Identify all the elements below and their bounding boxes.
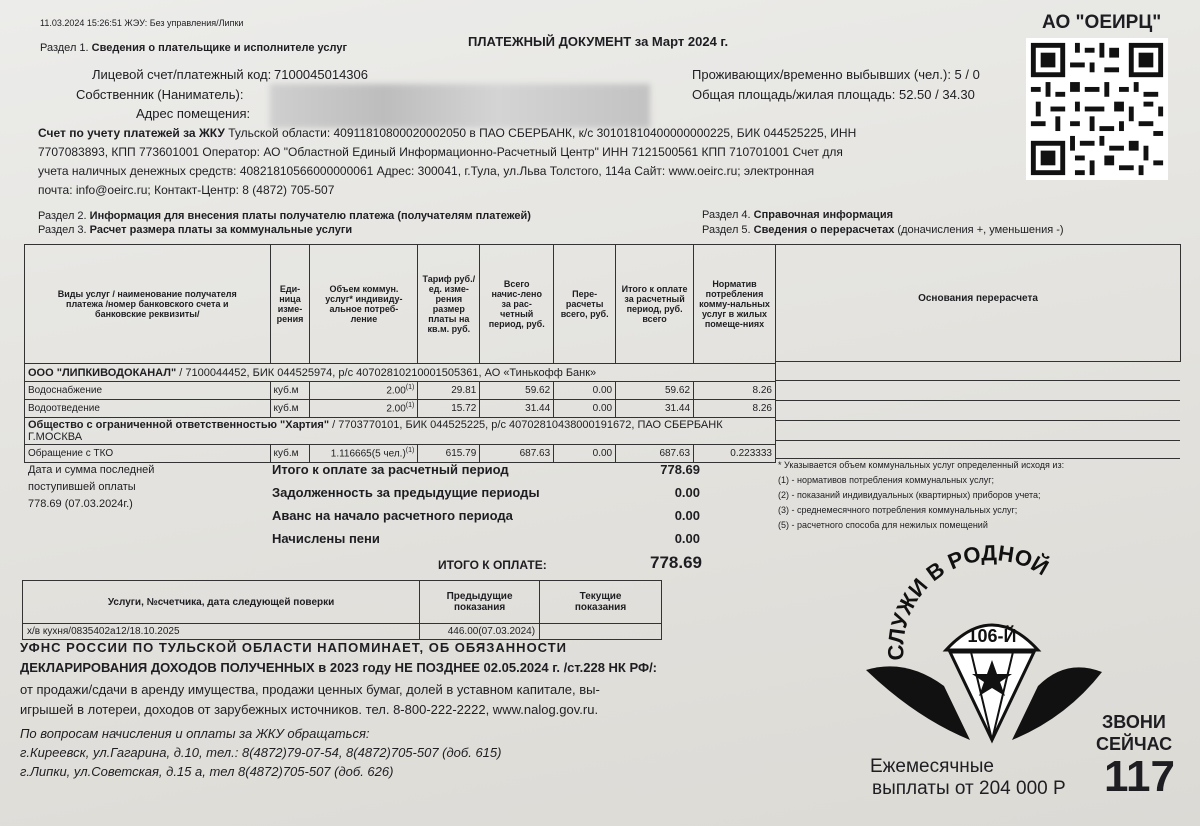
section1-title: Раздел 1. Сведения о плательщике и исполнителе услуг <box>40 42 348 54</box>
service-norm: 0.223333 <box>694 445 776 463</box>
service-recalc: 0.00 <box>554 445 616 463</box>
service-total: 687.63 <box>616 445 694 463</box>
service-charged: 59.62 <box>480 382 554 400</box>
service-unit: куб.м <box>270 445 310 463</box>
last-payment-value: 778.69 (07.03.2024г.) <box>28 498 133 510</box>
col-header-tariff: Тариф руб./ед. изме-рения размер платы на кв.м. руб. <box>418 245 480 364</box>
recipient-2: Общество с ограниченной ответственностью "Хартия" / 7703770101, БИК 044525225, р/с 40702810438000191672, ПАО СБЕРБАНК Г.МОСКВА <box>25 418 776 445</box>
section4-title: Раздел 4. Справочная информация <box>702 209 893 221</box>
meter-name: х/в кухня/0835402a12/18.10.2025 <box>23 624 420 640</box>
ad-payments-2: выплаты от 204 000 Р <box>872 778 1066 799</box>
section2-title: Раздел 2. Информация для внесения платы получателю платежа (получателям платежей) <box>38 210 531 222</box>
account-value: 7100045014306 <box>274 67 368 82</box>
service-tariff: 615.79 <box>418 445 480 463</box>
summary-label: Задолженность за предыдущие периоды <box>272 485 540 500</box>
emblem-unit: 106-Й <box>967 626 1017 646</box>
col-header-norm: Норматив потребления комму-нальных услуг в жилых помеще-ниях <box>694 245 776 364</box>
service-volume: 2.00$^{(1)}$ <box>310 382 418 400</box>
last-payment-label-2: поступившей оплаты <box>28 481 136 493</box>
redacted-personal-data <box>270 84 650 128</box>
tax-notice-line4: игрышей в лотереи, доходов от зарубежных источников. тел. 8-800-222-2222, www.nalog.gov.ru. <box>20 702 599 717</box>
summary-label: Начислены пени <box>272 531 380 546</box>
area-info: Общая площадь/жилая площадь: 52.50 / 34.30 <box>692 87 975 102</box>
service-norm: 8.26 <box>694 382 776 400</box>
meter-prev: 446.00(07.03.2024) <box>420 624 540 640</box>
contact-lipki: г.Липки, ул.Советская, д.15 а, тел 8(4872)705-507 (доб. 626) <box>20 764 394 779</box>
account-details: Счет по учету платежей за ЖКУ Тульской области: 40911810800020002050 в ПАО СБЕРБАНК, к/с 30101810400000000225, БИК 044525225, ИНН <box>38 126 857 140</box>
col-header-volume: Объем коммун. услуг* индивиду-альное потреб-ление <box>310 245 418 364</box>
summary-value: 0.00 <box>674 508 700 523</box>
divider <box>776 440 1180 441</box>
last-payment-label: Дата и сумма последней <box>28 464 155 476</box>
section5-title: Раздел 5. Сведения о перерасчетах (доначисления +, уменьшения -) <box>702 224 1064 236</box>
org-name: АО "ОЕИРЦ" <box>1042 12 1162 33</box>
summary-value: 0.00 <box>674 531 700 546</box>
table-row <box>25 382 776 400</box>
section3-title: Раздел 3. Расчет размера платы за коммунальные услуги <box>38 224 353 236</box>
service-name: Обращение с ТКО <box>25 445 271 463</box>
emblem-arc-text: СЛУЖИ В РОДНОЙ <box>883 540 1053 661</box>
footnote: (3) - среднемесячного потребления коммунальных услуг; <box>778 505 1018 515</box>
contacts-title: По вопросам начисления и оплаты за ЖКУ обращаться: <box>20 726 370 741</box>
service-tariff: 15.72 <box>418 400 480 418</box>
col-header-total: Итого к оплате за расчетный период, руб. всего <box>616 245 694 364</box>
meter-cur <box>540 624 662 640</box>
tax-notice-line2: ДЕКЛАРИРОВАНИЯ ДОХОДОВ ПОЛУЧЕННЫХ в 2023 году НЕ ПОЗДНЕЕ 02.05.2024 г. /ст.228 НК РФ/: <box>20 660 658 675</box>
table-row <box>23 624 662 640</box>
footnote: (1) - нормативов потребления коммунальных услуг; <box>778 475 994 485</box>
service-charged: 687.63 <box>480 445 554 463</box>
col-header-charged: Всего начис-лено за рас-четный период, руб. <box>480 245 554 364</box>
summary-label: Итого к оплате за расчетный период <box>272 462 509 477</box>
ad-call-2: СЕЙЧАС <box>1096 734 1173 754</box>
table-header-row <box>25 245 776 364</box>
col-header-unit: Еди-ница изме-рения <box>270 245 310 364</box>
footnotes <box>778 458 1064 533</box>
divider <box>776 420 1180 421</box>
print-info: 11.03.2024 15:26:51 ЖЭУ: Без управления/Липки <box>40 18 244 28</box>
charges-table <box>24 244 776 463</box>
col-header-cur: Текущие показания <box>540 581 662 624</box>
residents-info: Проживающих/временно выбывших (чел.): 5 / 0 <box>692 67 980 82</box>
recalc-reasons-box <box>776 244 1181 362</box>
account-label: Лицевой счет/платежный код: <box>92 67 272 82</box>
service-unit: куб.м <box>270 382 310 400</box>
tax-notice-line3: от продажи/сдачи в аренду имущества, продажи ценных бумаг, долей в уставном капитале, вы- <box>20 682 600 697</box>
grand-total-label: ИТОГО К ОПЛАТЕ: <box>438 558 547 572</box>
qr-code-icon <box>1026 38 1168 180</box>
tax-notice-line1: УФНС РОССИИ ПО ТУЛЬСКОЙ ОБЛАСТИ НАПОМИНАЕТ, ОБ ОБЯЗАННОСТИ <box>20 640 568 655</box>
col-header-recalc: Пере-расчеты всего, руб. <box>554 245 616 364</box>
service-recalc: 0.00 <box>554 400 616 418</box>
meters-table <box>22 580 662 640</box>
ad-call-1: ЗВОНИ <box>1102 712 1166 732</box>
service-norm: 8.26 <box>694 400 776 418</box>
recalc-header: Основания перерасчета <box>918 293 1038 304</box>
table-row-group2 <box>25 418 776 445</box>
col-header-meter: Услуги, №счетчика, дата следующей поверки <box>23 581 420 624</box>
table-header-row <box>23 581 662 624</box>
service-total: 31.44 <box>616 400 694 418</box>
service-unit: куб.м <box>270 400 310 418</box>
service-tariff: 29.81 <box>418 382 480 400</box>
table-row-group1 <box>25 364 776 382</box>
service-charged: 31.44 <box>480 400 554 418</box>
table-row <box>25 445 776 463</box>
table-row <box>25 400 776 418</box>
divider <box>776 380 1180 381</box>
address-label: Адрес помещения: <box>136 106 251 121</box>
contact-kireevsk: г.Киреевск, ул.Гагарина, д.10, тел.: 8(4872)79-07-54, 8(4872)705-507 (доб. 615) <box>20 745 502 760</box>
col-header-prev: Предыдущие показания <box>420 581 540 624</box>
ad-number: 117 <box>1104 752 1175 801</box>
service-recalc: 0.00 <box>554 382 616 400</box>
footnote: * Указывается объем коммунальных услуг определенный исходя из: <box>778 460 1065 470</box>
service-name: Водоснабжение <box>25 382 271 400</box>
ad-payments-1: Ежемесячные <box>870 756 994 777</box>
recipient-1: ООО "ЛИПКИВОДОКАНАЛ" / 7100044452, БИК 044525974, р/с 40702810210001505361, АО «Тинькофф Банк» <box>25 364 776 382</box>
account-details-line3: учета наличных денежных средств: 40821810566000000061 Адрес: 300041, г.Тула, ул.Льва Толстого, 114а Сайт: www.oeirc.ru; электронная <box>38 164 815 178</box>
account-details-line4: почта: info@oeirc.ru; Контакт-Центр: 8 (4872) 705-507 <box>38 183 335 197</box>
col-header-service: Виды услуг / наименование получателя платежа /номер банковского счета и банковские реквизиты/ <box>25 245 271 364</box>
service-name: Водоотведение <box>25 400 271 418</box>
service-volume: 2.00$^{(1)}$ <box>310 400 418 418</box>
footnote: (2) - показаний индивидуальных (квартирных) приборов учета; <box>778 490 1041 500</box>
owner-label: Собственник (Наниматель): <box>76 87 244 102</box>
document-title: ПЛАТЕЖНЫЙ ДОКУМЕНТ за Март 2024 г. <box>468 34 729 49</box>
paratrooper-emblem-icon <box>866 540 1106 780</box>
summary-value: 0.00 <box>674 485 700 500</box>
grand-total-value: 778.69 <box>650 553 702 572</box>
account-details-line2: 7707083893, КПП 773601001 Оператор: АО "Областной Единый Информационно-Расчетный Центр" ИНН 7121500561 КПП 710701001 Счет для <box>38 145 843 159</box>
divider <box>776 400 1180 401</box>
service-total: 59.62 <box>616 382 694 400</box>
footnote: (5) - расчетного способа для нежилых помещений <box>778 520 988 530</box>
service-volume: 1.116665(5 чел.)$^{(1)}$ <box>310 445 418 463</box>
summary-value: 778.69 <box>660 462 700 477</box>
summary-label: Аванс на начало расчетного периода <box>272 508 513 523</box>
